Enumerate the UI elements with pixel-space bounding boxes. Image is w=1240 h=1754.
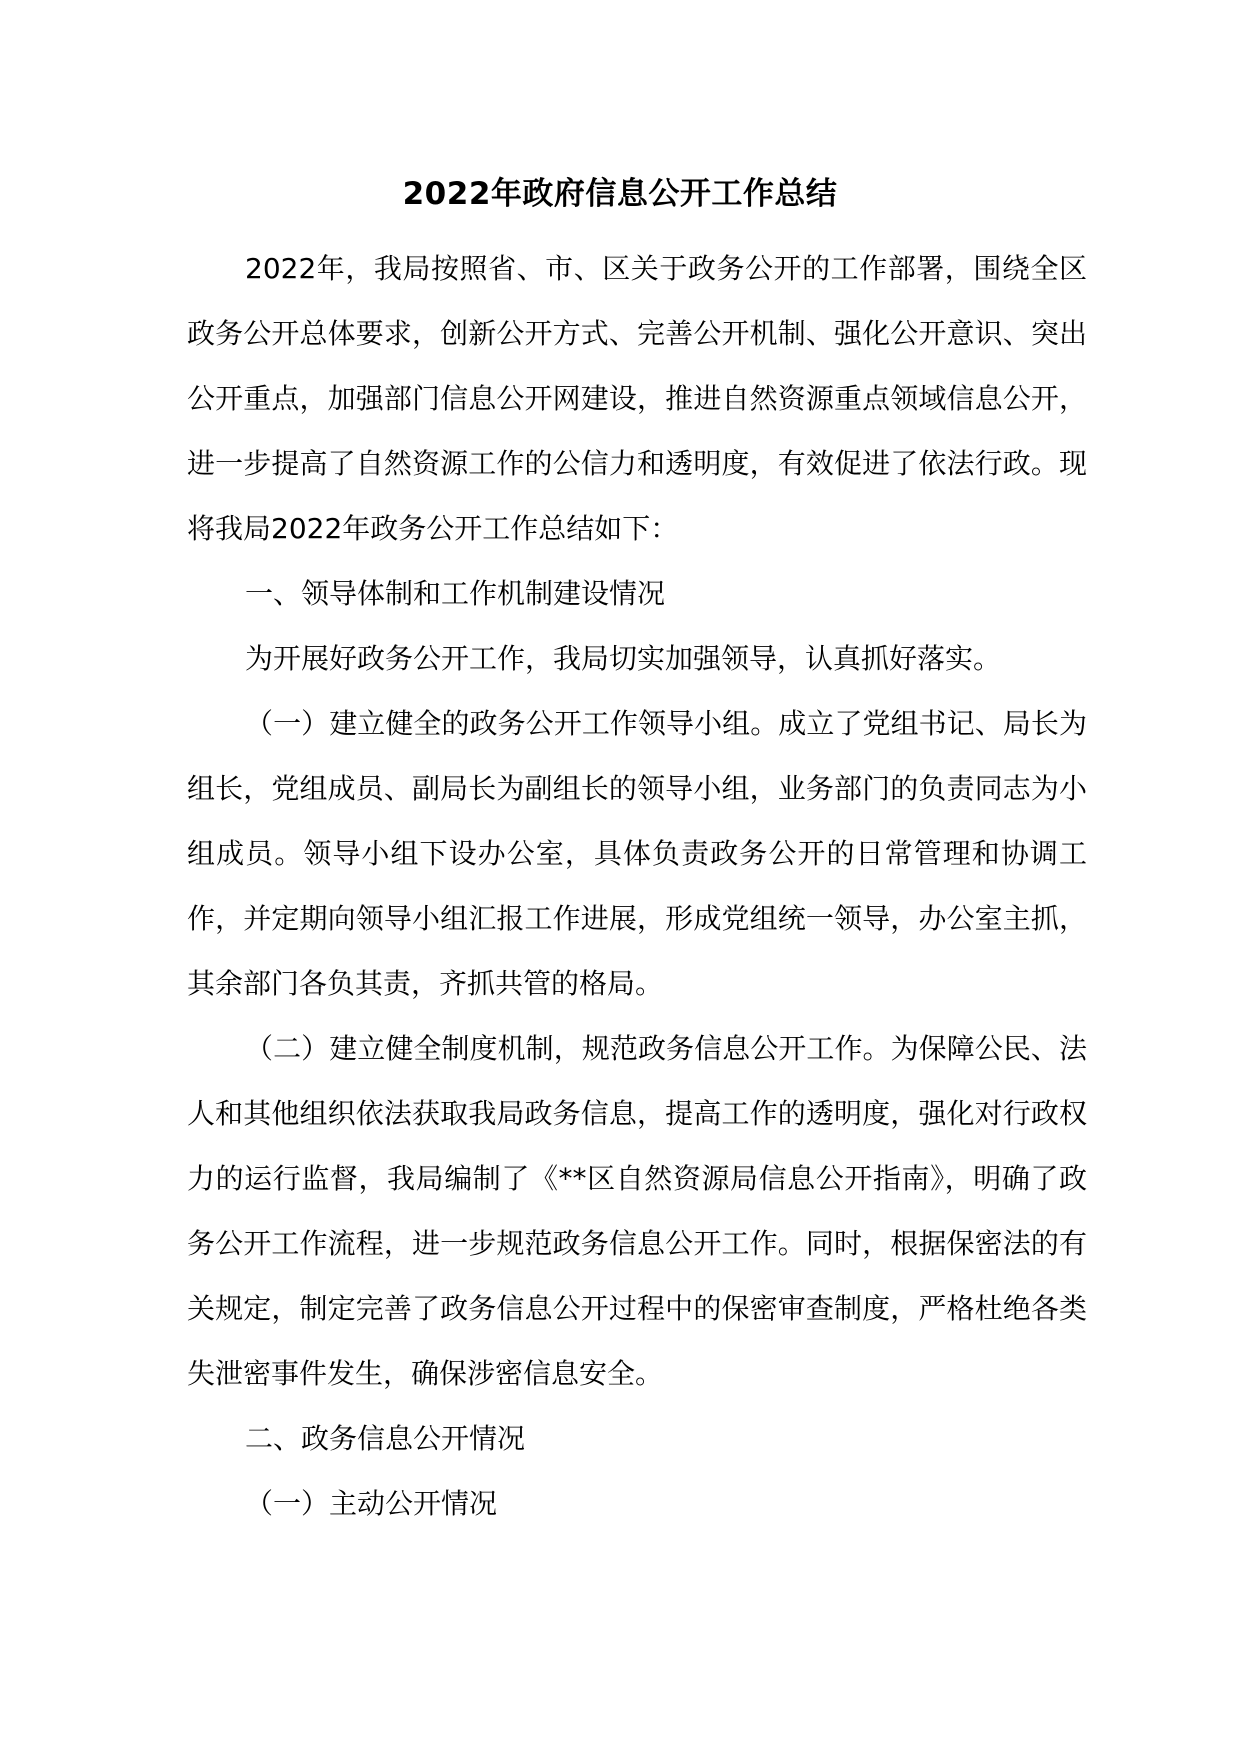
section-heading-1: 一、领导体制和工作机制建设情况 [245,577,666,610]
subsection-heading-2-1: （一）主动公开情况 [245,1487,498,1520]
intro-paragraph: 2022年，我局按照省、市、区关于政务公开的工作部署，围绕全区政务公开总体要求，创新公开方式、完善公开机制、强化公开意识、突出公开重点，加强部门信息公开网建设，推进自然资源重点领域信息公开，进一步提高了自然资源工作的公信力和透明度，有效促进了依法行政。现将我局2022年政务公开工作总结如下： [187,252,1087,545]
subsection-1-2-paragraph: （二）建立健全制度机制，规范政务信息公开工作。为保障公民、法人和其他组织依法获取我局政务信息，提高工作的透明度，强化对行政权力的运行监督，我局编制了《**区自然资源局信息公开指南》，明确了政务公开工作流程，进一步规范政务信息公开工作。同时，根据保密法的有关规定，制定完善了政务信息公开过程中的保密审查制度，严格杜绝各类失泄密事件发生，确保涉密信息安全。 [187,1032,1087,1390]
document-title: 2022年政府信息公开工作总结 [402,176,838,212]
document-body [187,236,1087,1536]
section-1-paragraph: 为开展好政务公开工作，我局切实加强领导，认真抓好落实。 [245,642,1002,675]
section-heading-2: 二、政务信息公开情况 [245,1422,526,1455]
subsection-1-1-paragraph: （一）建立健全的政务公开工作领导小组。成立了党组书记、局长为组长，党组成员、副局长为副组长的领导小组，业务部门的负责同志为小组成员。领导小组下设办公室，具体负责政务公开的日常管理和协调工作，并定期向领导小组汇报工作进展，形成党组统一领导，办公室主抓，其余部门各负其责，齐抓共管的格局。 [187,707,1087,1000]
